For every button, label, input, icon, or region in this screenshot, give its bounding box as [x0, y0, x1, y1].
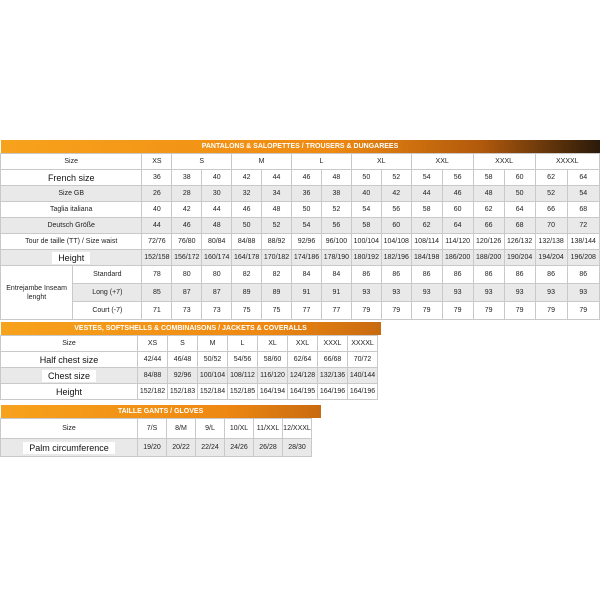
size-value-cell: 164/178	[232, 250, 262, 266]
gloves-row	[1, 439, 321, 457]
size-header-cell: S	[172, 154, 232, 170]
inseam-value-cell: 79	[473, 302, 504, 320]
size-value-cell: 124/128	[288, 368, 318, 384]
spacer-cell	[378, 368, 381, 384]
inseam-value-cell: 79	[504, 302, 535, 320]
trousers-size-header-row	[1, 154, 600, 170]
size-value-cell: 84/88	[232, 234, 262, 250]
inseam-value-cell: 84	[292, 266, 322, 284]
size-value-cell: 28/30	[283, 439, 312, 457]
size-value-cell: 72	[567, 218, 599, 234]
size-value-cell: 46	[292, 170, 322, 186]
inseam-value-cell: 78	[142, 266, 172, 284]
size-value-cell: 132/136	[318, 368, 348, 384]
size-value-cell: 42	[232, 170, 262, 186]
inseam-row	[1, 284, 600, 302]
trousers-row	[1, 234, 600, 250]
size-value-cell: 66/68	[318, 352, 348, 368]
size-header-cell: XXL	[411, 154, 473, 170]
inseam-value-cell: 89	[262, 284, 292, 302]
size-value-cell: 22/24	[196, 439, 225, 457]
inseam-value-cell: 73	[202, 302, 232, 320]
size-value-cell: 56	[381, 202, 411, 218]
inseam-value-cell: 86	[567, 266, 599, 284]
jackets-size-table	[0, 322, 381, 400]
trousers-row	[1, 202, 600, 218]
inseam-row	[1, 302, 600, 320]
size-header-cell: L	[228, 336, 258, 352]
jackets-title: VESTES, SOFTSHELLS & COMBINAISONS / JACKETS & COVERALLS	[1, 322, 381, 336]
size-value-cell: 50/52	[198, 352, 228, 368]
size-header-cell: XL	[258, 336, 288, 352]
size-value-cell: 70/72	[348, 352, 378, 368]
size-value-cell: 54/56	[228, 352, 258, 368]
inseam-value-cell: 75	[262, 302, 292, 320]
size-value-cell: 66	[473, 218, 504, 234]
jackets-row	[1, 368, 381, 384]
row-label	[1, 384, 138, 400]
size-value-cell: 68	[567, 202, 599, 218]
size-value-cell: 164/196	[318, 384, 348, 400]
size-value-cell: 54	[351, 202, 381, 218]
spacer-cell	[312, 439, 321, 457]
inseam-value-cell: 93	[535, 284, 567, 302]
size-header-cell: S	[168, 336, 198, 352]
gloves-size-table	[0, 405, 321, 457]
inseam-value-cell: 79	[381, 302, 411, 320]
size-value-cell: 34	[262, 186, 292, 202]
size-value-cell: 38	[321, 186, 351, 202]
size-value-cell: 138/144	[567, 234, 599, 250]
trousers-row	[1, 170, 600, 186]
size-value-cell: 152/185	[228, 384, 258, 400]
size-header-cell: M	[198, 336, 228, 352]
size-value-cell: 164/196	[348, 384, 378, 400]
jackets-size-header-row	[1, 336, 381, 352]
size-value-cell: 80/84	[202, 234, 232, 250]
inseam-value-cell: 93	[442, 284, 473, 302]
size-value-cell: 152/158	[142, 250, 172, 266]
size-value-cell: 46/48	[168, 352, 198, 368]
row-label-text: French size	[42, 172, 101, 184]
size-header-label: Size	[1, 419, 138, 439]
size-value-cell: 44	[142, 218, 172, 234]
size-value-cell: 60	[442, 202, 473, 218]
size-value-cell: 62	[535, 170, 567, 186]
inseam-sub-label: Standard	[73, 266, 142, 284]
size-value-cell: 100/104	[351, 234, 381, 250]
inseam-value-cell: 79	[411, 302, 442, 320]
size-value-cell: 152/184	[198, 384, 228, 400]
size-value-cell: 44	[262, 170, 292, 186]
size-header-cell: L	[292, 154, 352, 170]
size-value-cell: 114/120	[442, 234, 473, 250]
row-label-text: Height	[52, 252, 90, 264]
size-value-cell: 60	[381, 218, 411, 234]
inseam-value-cell: 93	[567, 284, 599, 302]
inseam-value-cell: 91	[321, 284, 351, 302]
inseam-value-cell: 86	[473, 266, 504, 284]
size-value-cell: 120/126	[473, 234, 504, 250]
size-value-cell: 48	[321, 170, 351, 186]
size-value-cell: 50	[504, 186, 535, 202]
size-value-cell: 126/132	[504, 234, 535, 250]
inseam-value-cell: 77	[321, 302, 351, 320]
size-header-cell: XL	[351, 154, 411, 170]
inseam-value-cell: 93	[504, 284, 535, 302]
inseam-value-cell: 84	[321, 266, 351, 284]
inseam-value-cell: 82	[232, 266, 262, 284]
size-value-cell: 70	[535, 218, 567, 234]
inseam-sub-label: Court (-7)	[73, 302, 142, 320]
size-value-cell: 20/22	[167, 439, 196, 457]
gloves-title-row	[1, 405, 321, 419]
size-value-cell: 64	[442, 218, 473, 234]
size-value-cell: 92/96	[292, 234, 322, 250]
size-value-cell: 36	[142, 170, 172, 186]
size-header-cell: 10/XL	[225, 419, 254, 439]
size-value-cell: 62	[473, 202, 504, 218]
size-value-cell: 42/44	[138, 352, 168, 368]
size-value-cell: 76/80	[172, 234, 202, 250]
row-label	[1, 202, 142, 218]
size-header-cell: XS	[138, 336, 168, 352]
size-value-cell: 72/76	[142, 234, 172, 250]
size-value-cell: 50	[351, 170, 381, 186]
inseam-row	[1, 266, 600, 284]
trousers-title-row	[1, 140, 600, 154]
size-value-cell: 184/198	[411, 250, 442, 266]
size-value-cell: 190/204	[504, 250, 535, 266]
size-value-cell: 52	[381, 170, 411, 186]
size-value-cell: 54	[292, 218, 322, 234]
size-value-cell: 174/186	[292, 250, 322, 266]
size-value-cell: 28	[172, 186, 202, 202]
size-value-cell: 156/172	[172, 250, 202, 266]
inseam-value-cell: 86	[442, 266, 473, 284]
size-value-cell: 84/88	[138, 368, 168, 384]
size-value-cell: 152/183	[168, 384, 198, 400]
inseam-value-cell: 86	[504, 266, 535, 284]
row-label	[1, 368, 138, 384]
inseam-value-cell: 80	[172, 266, 202, 284]
size-value-cell: 194/204	[535, 250, 567, 266]
trousers-size-table	[0, 140, 600, 320]
size-value-cell: 54	[411, 170, 442, 186]
size-value-cell: 164/194	[258, 384, 288, 400]
size-value-cell: 108/112	[228, 368, 258, 384]
size-value-cell: 19/20	[138, 439, 167, 457]
size-value-cell: 62	[411, 218, 442, 234]
size-value-cell: 140/144	[348, 368, 378, 384]
size-value-cell: 104/108	[381, 234, 411, 250]
size-value-cell: 178/190	[321, 250, 351, 266]
inseam-value-cell: 80	[202, 266, 232, 284]
size-value-cell: 160/174	[202, 250, 232, 266]
spacer-cell	[378, 336, 381, 352]
inseam-value-cell: 71	[142, 302, 172, 320]
trousers-row	[1, 186, 600, 202]
row-label-text: Deutsch Größe	[47, 222, 95, 229]
size-value-cell: 164/195	[288, 384, 318, 400]
size-value-cell: 40	[202, 170, 232, 186]
size-value-cell: 108/114	[411, 234, 442, 250]
size-value-cell: 180/192	[351, 250, 381, 266]
size-header-label: Size	[1, 336, 138, 352]
size-value-cell: 58	[351, 218, 381, 234]
size-value-cell: 48	[473, 186, 504, 202]
size-value-cell: 42	[381, 186, 411, 202]
size-value-cell: 36	[292, 186, 322, 202]
size-header-cell: 8/M	[167, 419, 196, 439]
inseam-value-cell: 77	[292, 302, 322, 320]
size-value-cell: 38	[172, 170, 202, 186]
inseam-value-cell: 91	[292, 284, 322, 302]
jackets-row	[1, 384, 381, 400]
size-value-cell: 54	[567, 186, 599, 202]
size-value-cell: 88/92	[262, 234, 292, 250]
size-value-cell: 32	[232, 186, 262, 202]
inseam-value-cell: 79	[535, 302, 567, 320]
size-value-cell: 52	[321, 202, 351, 218]
gloves-size-header-row	[1, 419, 321, 439]
trousers-row	[1, 250, 600, 266]
size-value-cell: 40	[142, 202, 172, 218]
inseam-value-cell: 87	[172, 284, 202, 302]
inseam-value-cell: 87	[202, 284, 232, 302]
trousers-row	[1, 218, 600, 234]
row-label-text: Chest size	[42, 370, 96, 382]
size-value-cell: 48	[202, 218, 232, 234]
size-value-cell: 52	[535, 186, 567, 202]
size-value-cell: 68	[504, 218, 535, 234]
inseam-value-cell: 93	[473, 284, 504, 302]
inseam-value-cell: 86	[535, 266, 567, 284]
size-header-cell: 9/L	[196, 419, 225, 439]
size-value-cell: 40	[351, 186, 381, 202]
size-header-cell: XXXXL	[348, 336, 378, 352]
size-header-label: Size	[1, 154, 142, 170]
size-value-cell: 132/138	[535, 234, 567, 250]
inseam-value-cell: 85	[142, 284, 172, 302]
size-value-cell: 100/104	[198, 368, 228, 384]
inseam-value-cell: 79	[567, 302, 599, 320]
row-label-text: Half chest size	[34, 354, 105, 366]
size-value-cell: 64	[504, 202, 535, 218]
size-value-cell: 66	[535, 202, 567, 218]
size-header-cell: 11/XXL	[254, 419, 283, 439]
inseam-value-cell: 93	[351, 284, 381, 302]
row-label-text: Palm circumference	[23, 442, 115, 454]
inseam-value-cell: 79	[351, 302, 381, 320]
size-header-cell: M	[232, 154, 292, 170]
row-label	[1, 218, 142, 234]
inseam-value-cell: 86	[411, 266, 442, 284]
size-value-cell: 46	[442, 186, 473, 202]
row-label	[1, 234, 142, 250]
row-label-text: Height	[50, 386, 88, 398]
size-value-cell: 30	[202, 186, 232, 202]
size-value-cell: 44	[411, 186, 442, 202]
spacer-cell	[378, 352, 381, 368]
size-value-cell: 56	[321, 218, 351, 234]
inseam-value-cell: 89	[232, 284, 262, 302]
size-value-cell: 58	[411, 202, 442, 218]
inseam-value-cell: 79	[442, 302, 473, 320]
size-value-cell: 170/182	[262, 250, 292, 266]
size-value-cell: 24/26	[225, 439, 254, 457]
size-value-cell: 60	[504, 170, 535, 186]
size-value-cell: 196/208	[567, 250, 599, 266]
trousers-title: PANTALONS & SALOPETTES / TROUSERS & DUNGAREES	[1, 140, 600, 154]
size-header-cell: XXXL	[473, 154, 535, 170]
row-label	[1, 170, 142, 186]
gloves-title: TAILLE GANTS / GLOVES	[1, 405, 321, 419]
size-header-cell: XXXXL	[535, 154, 599, 170]
size-header-cell: 12/XXXL	[283, 419, 312, 439]
size-value-cell: 56	[442, 170, 473, 186]
size-value-cell: 26	[142, 186, 172, 202]
inseam-value-cell: 93	[381, 284, 411, 302]
size-value-cell: 96/100	[321, 234, 351, 250]
row-label	[1, 250, 142, 266]
size-value-cell: 50	[292, 202, 322, 218]
size-value-cell: 152/182	[138, 384, 168, 400]
row-label	[1, 186, 142, 202]
row-label	[1, 352, 138, 368]
size-header-cell: XXL	[288, 336, 318, 352]
size-value-cell: 64	[567, 170, 599, 186]
size-value-cell: 116/120	[258, 368, 288, 384]
size-header-cell: XS	[142, 154, 172, 170]
size-value-cell: 92/96	[168, 368, 198, 384]
size-value-cell: 50	[232, 218, 262, 234]
size-value-cell: 62/64	[288, 352, 318, 368]
jackets-title-row	[1, 322, 381, 336]
jackets-row	[1, 352, 381, 368]
inseam-sub-label: Long (+7)	[73, 284, 142, 302]
size-value-cell: 58	[473, 170, 504, 186]
inseam-value-cell: 86	[381, 266, 411, 284]
size-value-cell: 188/200	[473, 250, 504, 266]
spacer-cell	[312, 419, 321, 439]
size-value-cell: 26/28	[254, 439, 283, 457]
inseam-value-cell: 86	[351, 266, 381, 284]
row-label-text: Taglia italiana	[49, 206, 93, 213]
size-value-cell: 46	[232, 202, 262, 218]
row-label-text: Size GB	[58, 190, 85, 197]
size-value-cell: 42	[172, 202, 202, 218]
size-value-cell: 44	[202, 202, 232, 218]
size-header-cell: XXXL	[318, 336, 348, 352]
inseam-value-cell: 82	[262, 266, 292, 284]
size-value-cell: 52	[262, 218, 292, 234]
inseam-group-label: Entrejambe Inseam lenght	[1, 266, 73, 320]
inseam-value-cell: 73	[172, 302, 202, 320]
size-value-cell: 186/200	[442, 250, 473, 266]
size-value-cell: 48	[262, 202, 292, 218]
inseam-value-cell: 75	[232, 302, 262, 320]
spacer-cell	[378, 384, 381, 400]
size-value-cell: 182/196	[381, 250, 411, 266]
row-label	[1, 439, 138, 457]
size-value-cell: 58/60	[258, 352, 288, 368]
inseam-value-cell: 93	[411, 284, 442, 302]
size-header-cell: 7/S	[138, 419, 167, 439]
row-label-text: Tour de taille (TT) / Size waist	[25, 238, 118, 245]
size-value-cell: 46	[172, 218, 202, 234]
